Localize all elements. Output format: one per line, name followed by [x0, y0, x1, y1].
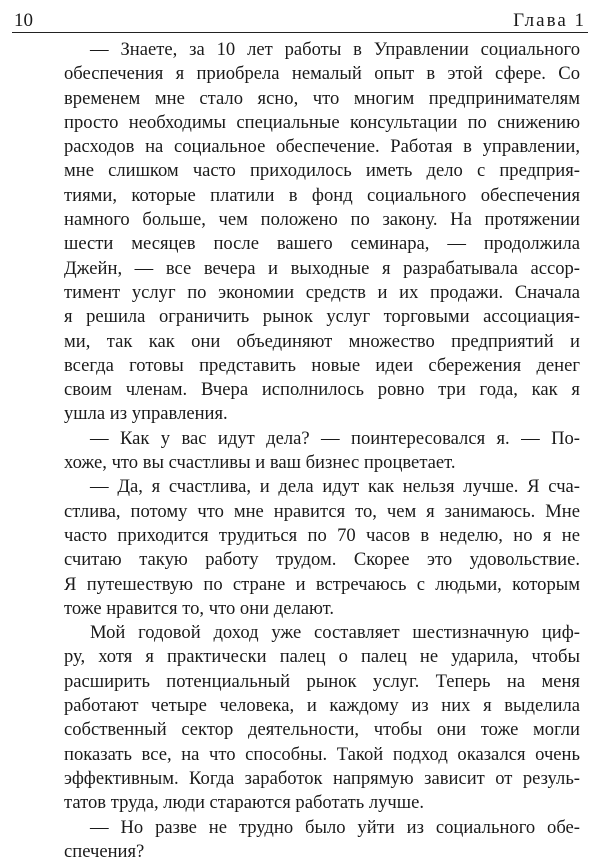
text-line: ру, хотя я практически палец о палец не ударила, чтобы — [64, 646, 580, 668]
text-line: татов труда, люди стараются работать лучше. — [64, 792, 424, 814]
text-line: спечения? — [64, 840, 145, 862]
text-line: — Знаете, за 10 лет работы в Управлении социального — [90, 39, 580, 60]
text-line: эффективным. Когда заработок напрямую зависит от резуль- — [64, 767, 580, 789]
text-line: своим членам. Вчера исполнилось ровно три года, как я — [64, 379, 580, 401]
text-line: считаю такую работу трудом. Скорее это удовольствие. — [64, 549, 580, 571]
text-line: ушла из управления. — [64, 403, 228, 425]
text-line: — Да, я счастлива, и дела идут как нельзя лучше. Я сча- — [90, 476, 580, 498]
text-line: мне слишком часто приходилось иметь дело с предприя- — [64, 160, 580, 182]
text-line: хоже, что вы счастливы и ваш бизнес процветает. — [64, 452, 456, 474]
text-line: — Как у вас идут дела? — поинтересовался я. — По- — [90, 427, 580, 449]
text-line: работают четыре человека, и каждому из них я выделила — [64, 695, 580, 717]
text-line: Я путешествую по стране и встречаюсь с людьми, которым — [64, 573, 580, 595]
text-line: я решила ограничить рынок услуг торговыми ассоциация- — [64, 306, 580, 328]
text-line: просто необходимы специальные консультации по снижению — [64, 111, 580, 133]
page-header — [12, 4, 588, 33]
text-line: тимент услуг по экономии средств и их продажи. Сначала — [64, 281, 580, 303]
page-number: 10 — [14, 10, 33, 31]
text-line: шести месяцев после вашего семинара, — продолжила — [64, 233, 580, 255]
text-line: обеспечения я приобрела немалый опыт в этой сфере. Со — [64, 63, 580, 85]
text-line: Мой годовой доход уже составляет шестизначную циф- — [90, 622, 580, 644]
text-line: временем мне стало ясно, что многим предпринимателям — [64, 87, 580, 109]
text-line: — Но разве не трудно было уйти из социального обе- — [90, 816, 580, 838]
text-line: Джейн, — все вечера и выходные я разрабатывала ассор- — [64, 257, 580, 279]
body-text — [64, 38, 580, 864]
text-line: тоже нравится то, что они делают. — [64, 597, 335, 619]
text-line: стлива, потому что мне нравится то, чем я занимаюсь. Мне — [64, 500, 580, 522]
text-line: намного больше, чем положено по закону. На протяжении — [64, 209, 580, 231]
text-line: тиями, которые платили в фонд социального обеспечения — [64, 184, 580, 206]
text-line: ми, так как они объединяют множество предприятий и — [64, 330, 580, 352]
text-line: часто приходится трудиться по 70 часов в неделю, но я не — [64, 524, 580, 546]
text-line: показать все, на что способны. Такой подход оказался очень — [64, 743, 580, 765]
text-line: расходов на социальное обеспечение. Работая в управлении, — [64, 136, 580, 158]
text-line: расширить потенциальный рынок услуг. Теперь на меня — [64, 670, 580, 692]
text-line: всегда готовы представить новые идеи сбережения денег — [64, 354, 580, 376]
running-title: Глава 1 — [513, 10, 586, 31]
text-line: собственный сектор деятельности, чтобы они тоже могли — [64, 719, 580, 741]
